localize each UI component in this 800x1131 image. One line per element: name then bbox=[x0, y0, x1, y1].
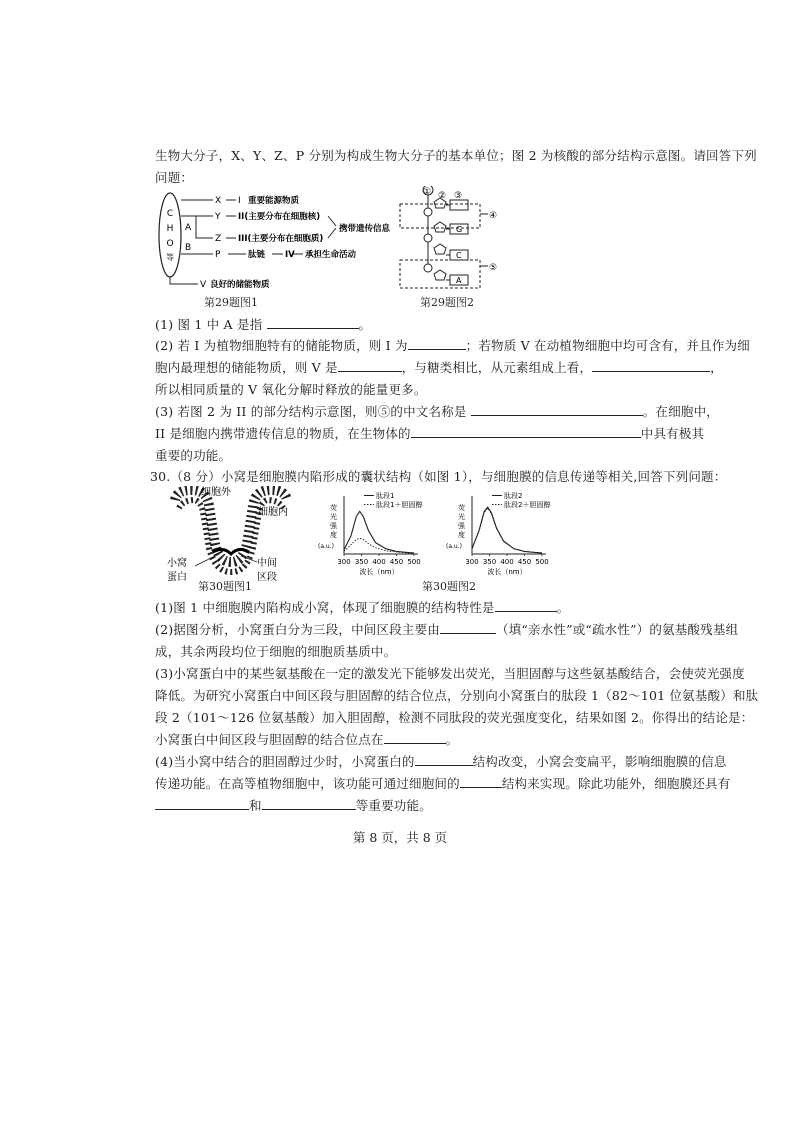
fig30-1-caption: 第30题图1 bbox=[198, 580, 252, 593]
y-axis-label-char: 荧 bbox=[458, 504, 465, 512]
circle-label-3: ③ bbox=[454, 191, 463, 201]
legend-label: 肽段2＋胆固醇 bbox=[504, 501, 551, 509]
label-middle-2: 区段 bbox=[257, 572, 277, 583]
unit-Z: Z bbox=[215, 234, 222, 244]
label-protein-2: 蛋白 bbox=[167, 572, 187, 583]
fig29-1-diagram bbox=[158, 188, 418, 293]
y-axis-label-char: 强 bbox=[458, 522, 465, 530]
answer-blank[interactable] bbox=[384, 731, 446, 744]
q29-1: (1) 图 1 中 A 是指 。 bbox=[155, 317, 372, 332]
y-axis-label-char: 光 bbox=[330, 513, 337, 521]
circle-label-1: ① bbox=[423, 187, 432, 197]
ellipse-letter: O bbox=[166, 239, 174, 249]
legend-label: 肽段1 bbox=[376, 492, 395, 500]
series-line bbox=[472, 507, 542, 553]
q29-2-line1: (2) 若 I 为植物细胞特有的储能物质，则 I 为 ；若物质 V 在动植物细胞中均可含有，并且作为细 bbox=[155, 338, 750, 353]
fig29-2-caption: 第29题图2 bbox=[420, 296, 474, 309]
answer-blank[interactable] bbox=[262, 797, 356, 810]
y-axis-unit: (a.u.) bbox=[446, 543, 462, 550]
macro-IV: IV bbox=[285, 250, 295, 260]
unit-X: X bbox=[215, 196, 222, 206]
answer-blank[interactable] bbox=[155, 797, 249, 810]
base-A: A bbox=[456, 276, 462, 285]
label-B: B bbox=[185, 243, 192, 253]
x-tick-label: 300 bbox=[337, 558, 351, 566]
q30-2-line2: 成，其余两段均位于细胞的细胞质基质中。 bbox=[155, 644, 397, 659]
x-tick-label: 450 bbox=[517, 558, 532, 566]
macro-I: I bbox=[238, 196, 241, 206]
series-line bbox=[344, 538, 414, 553]
answer-blank[interactable] bbox=[411, 425, 641, 438]
element-ellipse bbox=[159, 193, 181, 277]
answer-blank[interactable] bbox=[471, 403, 643, 416]
circle-label-2: ② bbox=[438, 191, 447, 201]
fig30-1-diagram bbox=[165, 486, 300, 588]
func-energy: 重要能源物质 bbox=[248, 196, 300, 206]
answer-blank[interactable] bbox=[592, 359, 710, 372]
y-axis-unit: (a.u.) bbox=[318, 543, 334, 550]
base-C: C bbox=[456, 251, 462, 260]
q29-3-line2: II 是细胞内携带遗传信息的物质，在生物体的 中具有极其 bbox=[155, 426, 705, 441]
q29-3-line3: 重要的功能。 bbox=[155, 448, 232, 463]
base-G: G bbox=[456, 225, 463, 234]
fig29-1-caption: 第29题图1 bbox=[204, 296, 258, 309]
ellipse-letter: H bbox=[166, 224, 174, 234]
intro-line-1: 生物大分子，X、Y、Z、P 分别为构成生物大分子的基本单位；图 2 为核酸的部分结构示意图。请回答下列 bbox=[155, 148, 757, 163]
func-storage: 良好的储能物质 bbox=[210, 280, 270, 290]
y-axis-label-char: 度 bbox=[458, 531, 465, 539]
x-tick-label: 350 bbox=[482, 558, 497, 566]
x-tick-label: 450 bbox=[389, 558, 404, 566]
x-tick-label: 500 bbox=[407, 558, 421, 566]
x-tick-label: 350 bbox=[354, 558, 369, 566]
answer-blank[interactable] bbox=[495, 599, 557, 612]
q30-4-line3: 和 等重要功能。 bbox=[155, 796, 432, 814]
answer-blank[interactable] bbox=[408, 337, 466, 350]
q29-3-line1: (3) 若图 2 为 II 的部分结构示意图，则⑤的中文名称是 。在细胞中， bbox=[155, 404, 719, 419]
series-line bbox=[472, 508, 542, 553]
y-axis-label-char: 强 bbox=[330, 522, 337, 530]
answer-blank[interactable] bbox=[460, 775, 502, 788]
label-inside: 细胞内 bbox=[258, 507, 288, 518]
q30-2-line1: (2)据图分析，小窝蛋白分为三段，中间区段主要由 （填“亲水性”或“疏水性”）的氨基酸残基组 bbox=[155, 622, 739, 637]
x-axis-label: 波长（nm） bbox=[487, 568, 527, 576]
x-tick-label: 400 bbox=[500, 558, 514, 566]
q30-4-line1: (4)当小窝中结合的胆固醇过少时，小窝蛋白的 结构改变，小窝会变扁平，影响细胞膜的信息 bbox=[155, 754, 727, 769]
q30-4-line2: 传递功能。在高等植物细胞中，该功能可通过细胞间的 结构来实现。除此功能外，细胞膜还具有 bbox=[155, 776, 731, 791]
y-axis-label-char: 度 bbox=[330, 531, 337, 539]
fig30-2-chart-1 bbox=[312, 488, 444, 580]
ellipse-letter: C bbox=[166, 209, 174, 219]
ellipse-letter: 等 bbox=[166, 253, 174, 262]
circle-label-5: ⑤ bbox=[489, 263, 498, 273]
q30-3-line1: (3)小窝蛋白中的某些氨基酸在一定的激发光下能够发出荧光，当胆固醇与这些氨基酸结合，会使荧光强度 bbox=[155, 666, 745, 681]
x-axis-label: 波长（nm） bbox=[359, 568, 399, 576]
fig30-2-caption: 第30题图2 bbox=[422, 580, 476, 593]
legend-label: 肽段1＋胆固醇 bbox=[376, 501, 423, 509]
func-activity: 承担生命活动 bbox=[305, 250, 357, 260]
q30-stem: 30.（8 分）小窝是细胞膜内陷形成的囊状结构（如图 1），与细胞膜的信息传递等相关,回答下列问题： bbox=[150, 469, 727, 484]
y-axis-label-char: 光 bbox=[458, 513, 465, 521]
unit-P: P bbox=[215, 250, 221, 260]
q30-3-line4: 小窝蛋白中间区段与胆固醇的结合位点在 。 bbox=[155, 732, 459, 747]
q30-1: (1)图 1 中细胞膜内陷构成小窝，体现了细胞膜的结构特性是 。 bbox=[155, 600, 570, 615]
fig30-2-chart-2 bbox=[444, 488, 562, 580]
x-tick-label: 400 bbox=[372, 558, 386, 566]
label-outside: 细胞外 bbox=[201, 487, 231, 498]
answer-blank[interactable] bbox=[415, 753, 473, 766]
legend-label: 肽段2 bbox=[504, 492, 523, 500]
q30-3-line2: 降低。为研究小窝蛋白中间区段与胆固醇的结合位点，分别向小窝蛋白的肽段 1（82～101 位氨基酸）和肽 bbox=[155, 688, 759, 703]
answer-blank[interactable] bbox=[440, 621, 496, 634]
x-tick-label: 300 bbox=[465, 558, 479, 566]
merge-label: 携带遗传信息 bbox=[339, 224, 391, 234]
label-A: A bbox=[185, 223, 192, 233]
x-tick-label: 500 bbox=[535, 558, 549, 566]
q29-2-line2: 胞内最理想的储能物质，则 V 是 ，与糖类相比，从元素组成上看， ， bbox=[155, 360, 723, 375]
answer-blank[interactable] bbox=[338, 359, 402, 372]
label-middle: 中间 bbox=[257, 558, 277, 569]
q30-3-line3: 段 2（101～126 位氨基酸）加入胆固醇，检测不同肽段的荧光强度变化，结果如图 2。你得出的结论是： bbox=[155, 710, 754, 725]
page-footer: 第 8 页，共 8 页 bbox=[352, 830, 448, 845]
q29-2-line3: 所以相同质量的 V 氧化分解时释放的能量更多。 bbox=[155, 382, 427, 397]
unit-Y: Y bbox=[215, 212, 221, 222]
fig29-2-diagram bbox=[398, 186, 503, 294]
macro-peptide: 肽链 bbox=[248, 250, 266, 260]
macro-III: III(主要分布在细胞质) bbox=[238, 234, 324, 244]
unit-V: V bbox=[200, 280, 207, 290]
label-protein: 小窝 bbox=[167, 558, 187, 569]
answer-blank[interactable] bbox=[267, 316, 359, 329]
macro-II: II(主要分布在细胞核) bbox=[238, 212, 321, 222]
series-line bbox=[344, 511, 414, 553]
circle-label-4: ④ bbox=[489, 211, 498, 221]
intro-line-2: 问题： bbox=[155, 170, 194, 185]
y-axis-label-char: 荧 bbox=[330, 504, 337, 512]
